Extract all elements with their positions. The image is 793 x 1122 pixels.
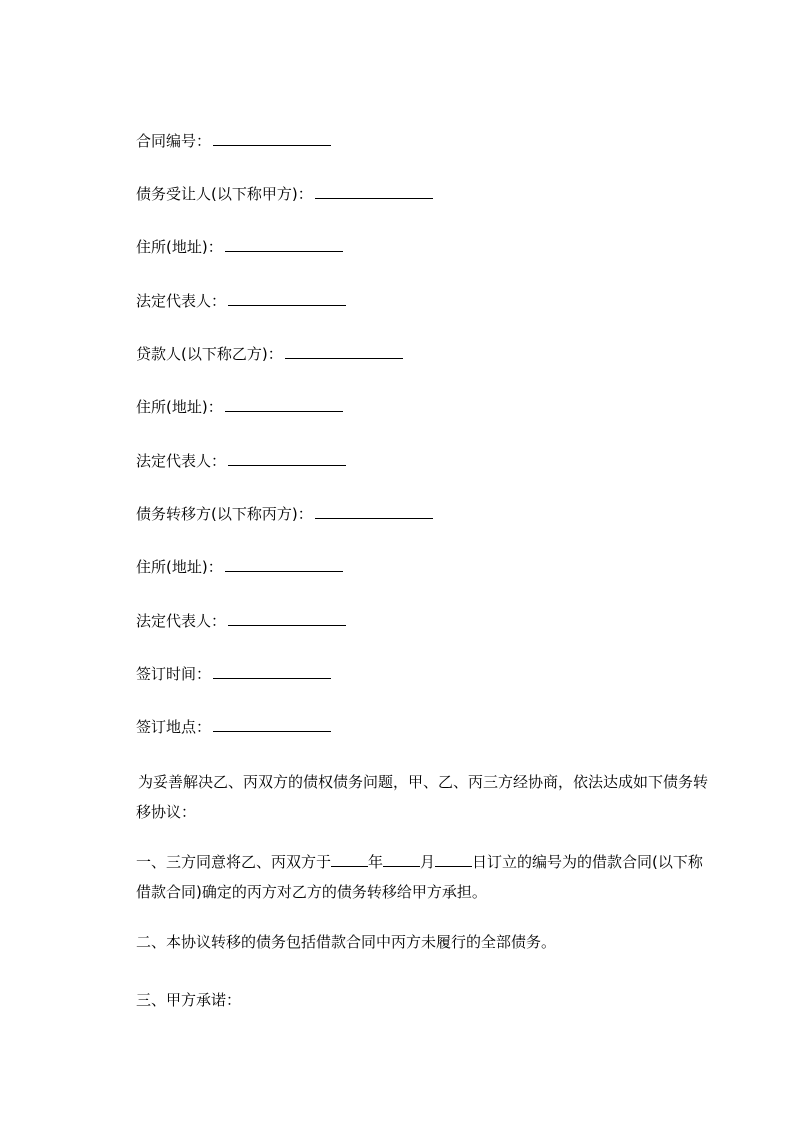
fill-blank	[225, 237, 343, 252]
field-label: 住所(地址)：	[136, 398, 223, 416]
month-label: 月	[420, 853, 436, 871]
field-label: 签订时间：	[136, 665, 212, 683]
field-label: 住所(地址)：	[136, 558, 223, 576]
fill-blank	[213, 717, 331, 732]
year-label: 年	[368, 853, 384, 871]
clause-2: 二、本协议转移的债务包括借款合同中丙方未履行的全部债务。	[136, 933, 557, 951]
field-label: 债务受让人(以下称甲方)：	[136, 185, 313, 203]
fill-blank	[315, 504, 433, 519]
fill-blank	[225, 397, 343, 412]
field-label: 法定代表人：	[136, 292, 227, 310]
month-blank	[383, 852, 420, 867]
fill-blank	[315, 184, 433, 199]
party-c-representative-field	[136, 611, 346, 631]
intro-paragraph: 为妥善解决乙、丙双方的债权债务问题，甲、乙、丙三方经协商，依法达成如下债务转移协议：	[136, 773, 709, 821]
fill-blank	[225, 557, 343, 572]
field-label: 签订地点：	[136, 718, 212, 736]
fill-blank	[228, 451, 346, 466]
party-b-address-field	[136, 397, 343, 417]
party-b-representative-field	[136, 451, 346, 471]
signing-time-field	[136, 664, 331, 684]
field-label: 合同编号：	[136, 132, 212, 150]
party-a-field	[136, 184, 433, 204]
clause-1-prefix: 一、三方同意将乙、丙双方于	[136, 853, 332, 871]
party-a-address-field	[136, 237, 343, 257]
fill-blank	[228, 611, 346, 626]
fill-blank	[228, 291, 346, 306]
fill-blank	[213, 131, 331, 146]
fill-blank	[213, 664, 331, 679]
party-c-address-field	[136, 557, 343, 577]
year-blank	[331, 852, 368, 867]
party-a-representative-field	[136, 291, 346, 311]
contract-number-field	[136, 131, 331, 151]
day-blank	[435, 852, 472, 867]
clause-3: 三、甲方承诺：	[136, 991, 242, 1009]
field-label: 法定代表人：	[136, 452, 227, 470]
field-label: 住所(地址)：	[136, 238, 223, 256]
party-c-field	[136, 504, 433, 524]
fill-blank	[285, 344, 403, 359]
signing-place-field	[136, 717, 331, 737]
party-b-field	[136, 344, 403, 364]
field-label: 债务转移方(以下称丙方)：	[136, 505, 313, 523]
clause-1-suffix: 日订立的编号为的借款合同(以下称借款合同)确定的丙方对乙方的债务转移给甲方承担。	[136, 853, 703, 901]
clause-1	[136, 847, 711, 907]
field-label: 贷款人(以下称乙方)：	[136, 345, 283, 363]
field-label: 法定代表人：	[136, 612, 227, 630]
